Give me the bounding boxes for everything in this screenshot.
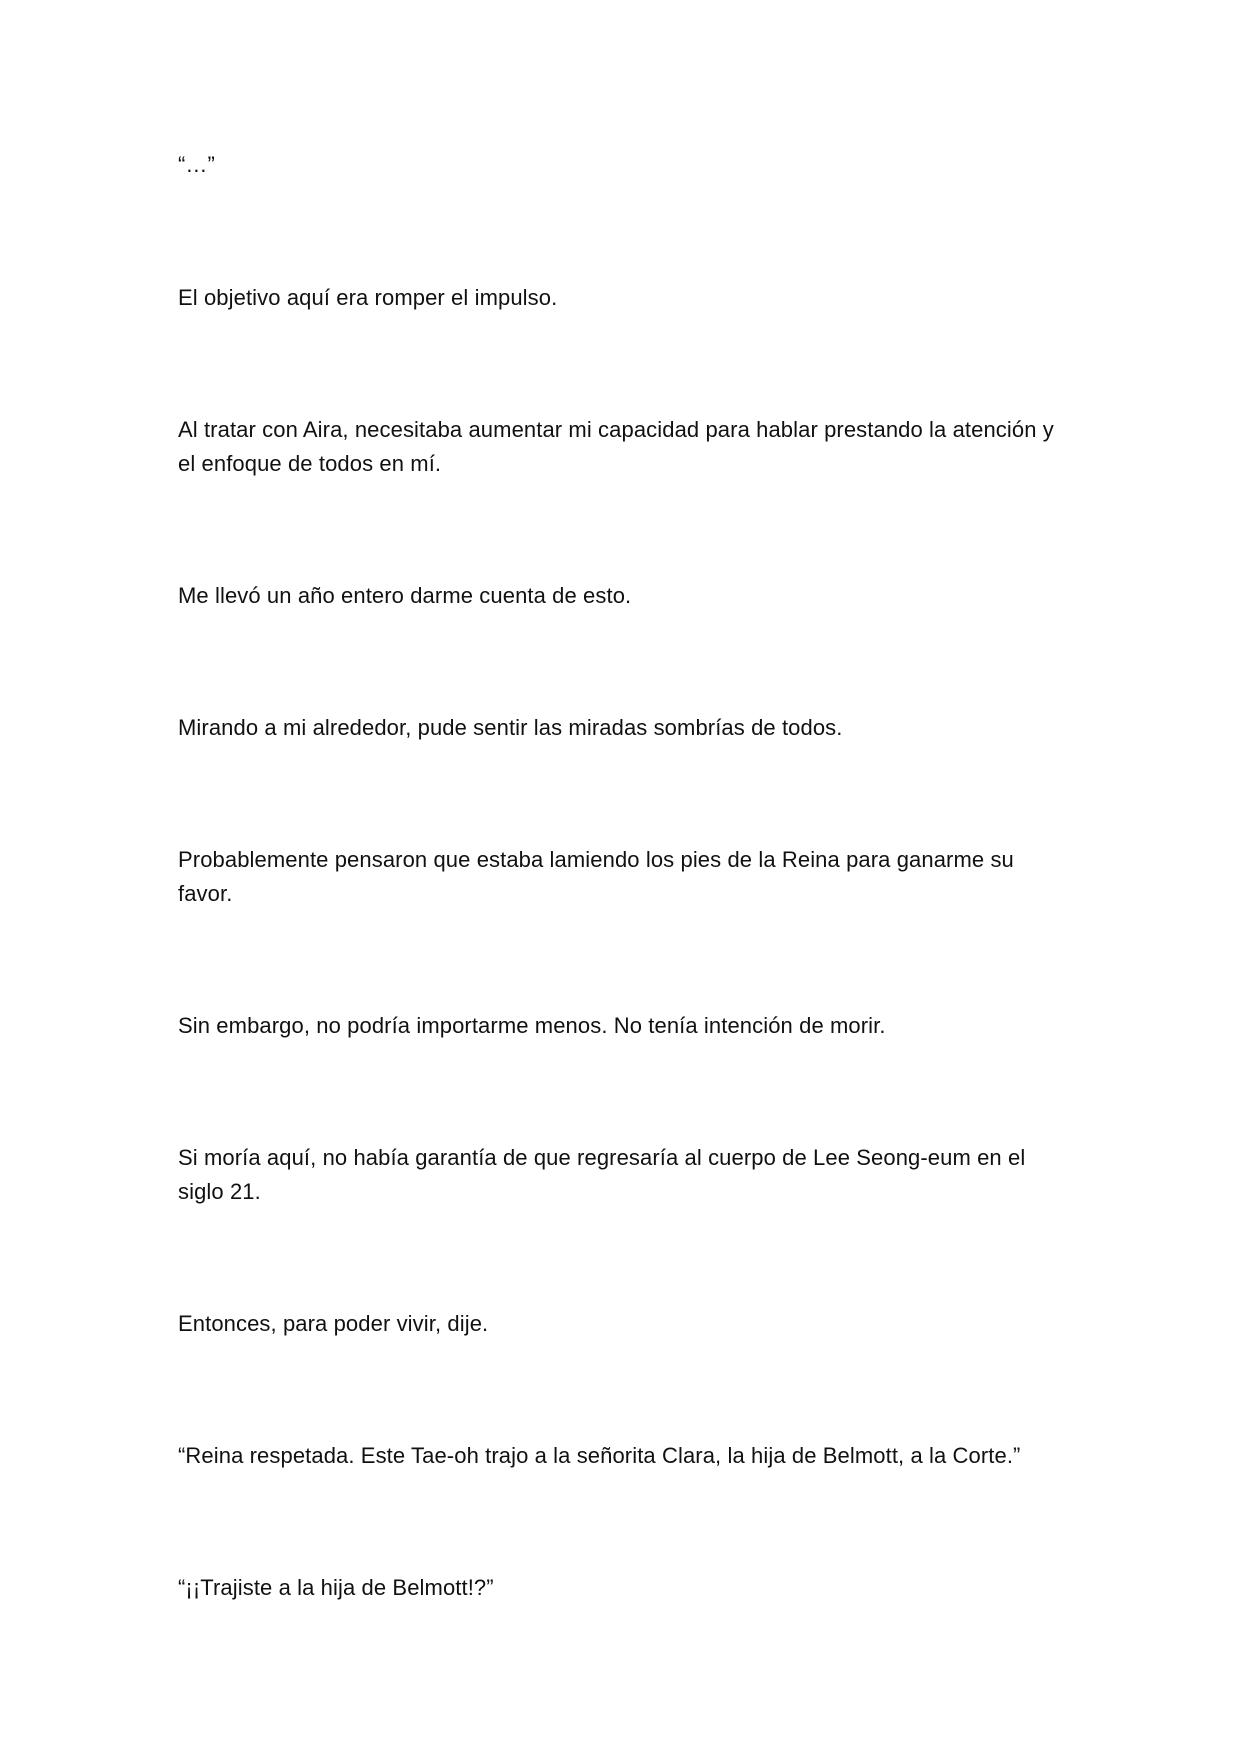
paragraph-looking-around: Mirando a mi alrededor, pude sentir las miradas sombrías de todos.	[178, 715, 843, 740]
paragraph-aira: Al tratar con Aira, necesitaba aumentar mi capacidad para hablar prestando la atención y el enfoque de todos en mí.	[178, 417, 1054, 476]
paragraph-objective: El objetivo aquí era romper el impulso.	[178, 285, 558, 310]
paragraph-brought-daughter: “¡¡Trajiste a la hija de Belmott!?”	[178, 1575, 494, 1600]
paragraph-however: Sin embargo, no podría importarme menos. No tenía intención de morir.	[178, 1013, 886, 1038]
paragraph-year: Me llevó un año entero darme cuenta de esto.	[178, 583, 632, 608]
paragraph-if-died: Si moría aquí, no había garantía de que regresaría al cuerpo de Lee Seong-eum en el siglo 21.	[178, 1145, 1026, 1204]
paragraph-ellipsis-quote: “…”	[178, 152, 215, 177]
paragraph-queen-respected: “Reina respetada. Este Tae-oh trajo a la señorita Clara, la hija de Belmott, a la Corte.”	[178, 1443, 1021, 1468]
paragraph-then: Entonces, para poder vivir, dije.	[178, 1311, 489, 1336]
paragraph-probably: Probablemente pensaron que estaba lamiendo los pies de la Reina para ganarme su favor.	[178, 847, 1014, 906]
